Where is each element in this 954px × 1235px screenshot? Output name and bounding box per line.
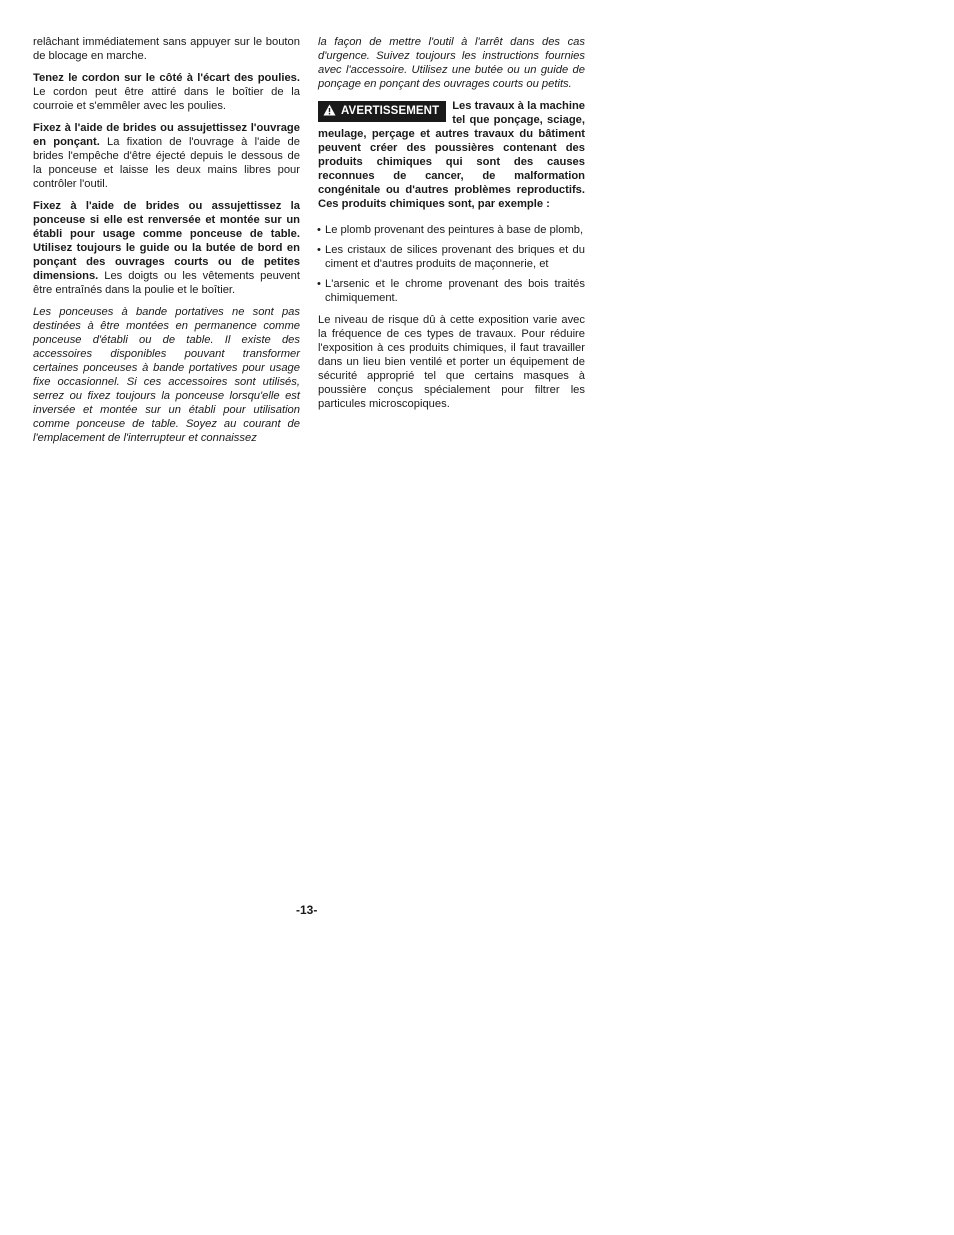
paragraph-release-button: relâchant immédiatement sans appuyer sur le bouton de blocage en marche.	[33, 36, 300, 62]
clamp-sander-text: Les doigts ou les vêtements peuvent être entraînés dans la poulie et le boîtier.	[33, 270, 300, 296]
paragraph-clamp-workpiece	[33, 121, 300, 191]
left-column	[33, 35, 300, 453]
cord-warning-text: Le cordon peut être attiré dans le boîtier de la courroie et s'emmêler avec les poulies.	[33, 86, 300, 112]
paragraph-portable-sanders: Les ponceuses à bande portatives ne sont pas destinées à être montées en permanence comme ponceuse d'établi ou de table. Il existe des accessoires disponibles pouvant transformer certaines ponceuses à bande portatives pour usage fixe occasionnel. Si ces accessoires sont utilisés, serrez ou fixez toujours la ponceuse lorsqu'elle est inversée et montée sur un établi pour utilisation comme ponceuse de table. Soyez au courant de l'emplacement de l'interrupteur et connaissez	[33, 306, 300, 444]
warning-label: AVERTISSEMENT	[341, 105, 440, 117]
list-item: • Les cristaux de silices provenant des briques et du ciment et d'autres produits de maçonnerie, et	[318, 243, 585, 271]
clamp-workpiece-text: La fixation de l'ouvrage à l'aide de brides l'empêche d'être éjecté depuis le dessous de la ponceuse et laisse les deux mains libres pour contrôler l'outil.	[33, 136, 300, 190]
list-item: • L'arsenic et le chrome provenant des bois traités chimiquement.	[318, 277, 585, 305]
warning-block	[318, 99, 585, 211]
right-column	[318, 35, 585, 419]
paragraph-clamp-sander	[33, 199, 300, 297]
clamp-workpiece-heading: Fixez à l'aide de brides ou assujettissez l'ouvrage en ponçant.	[33, 122, 300, 148]
warning-text: Les travaux à la machine tel que ponçage, sciage, meulage, perçage et autres travaux du bâtiment peuvent créer des poussières contenant des produits chimiques qui sont des causes reconnues de cancer, de malformation congénitale ou d'autres problèmes reproductifs. Ces produits chimiques sont, par exemple :	[318, 100, 585, 210]
cord-warning-heading: Tenez le cordon sur le côté à l'écart des poulies.	[33, 72, 300, 84]
list-item: • Le plomb provenant des peintures à base de plomb,	[318, 223, 585, 237]
paragraph-risk-level: Le niveau de risque dû à cette exposition varie avec la fréquence de ces types de travaux. Pour réduire l'exposition à ces produits chimiques, il faut travailler dans un lieu bien ventilé et porter un équipement de sécurité approprié tel que certains masques à poussière conçus spécialement pour filtrer les particules microscopiques.	[318, 314, 585, 410]
warning-badge	[318, 101, 446, 122]
paragraph-emergency-stop: la façon de mettre l'outil à l'arrêt dans des cas d'urgence. Suivez toujours les instructions fournies avec l'accessoire. Utilisez une butée ou un guide de ponçage en ponçant des ouvrages courts ou petits.	[318, 36, 585, 90]
clamp-sander-heading: Fixez à l'aide de brides ou assujettissez la ponceuse si elle est renversée et montée sur un établi pour usage comme ponceuse de table. Utilisez toujours le guide ou la butée de bord en ponçant des ouvrages courts ou de petites dimensions.	[33, 200, 300, 282]
page-number: -13-	[296, 903, 318, 917]
paragraph-cord	[33, 71, 300, 113]
chemical-list	[318, 223, 585, 305]
warning-triangle-icon	[323, 104, 336, 116]
